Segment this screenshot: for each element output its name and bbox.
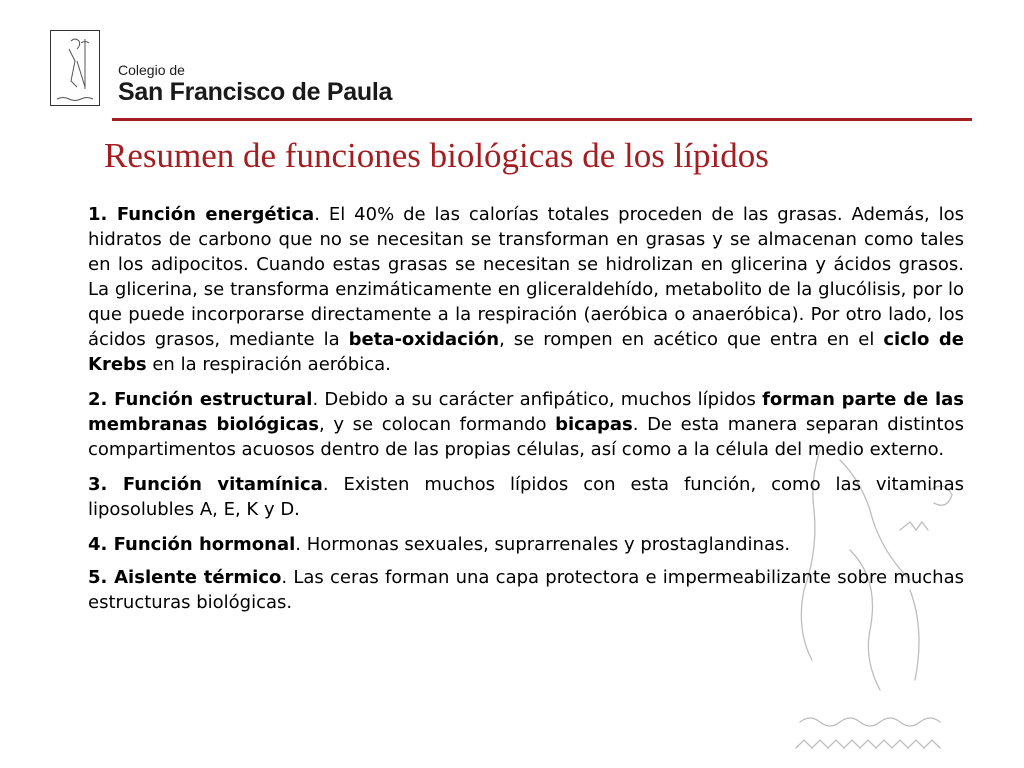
heading-structural: 2. Función estructural bbox=[88, 389, 313, 410]
paragraph-thermal bbox=[88, 565, 964, 615]
heading-hormonal: 4. Función hormonal bbox=[88, 534, 296, 555]
text-thermal: . Las ceras forman una capa protectora e impermeabilizante sobre muchas estructuras biológicas. bbox=[88, 567, 964, 613]
header-rule bbox=[112, 118, 972, 121]
text-energetic-3: en la respiración aeróbica. bbox=[146, 354, 391, 375]
term-bilayers: bicapas bbox=[555, 414, 633, 435]
heading-energetic: 1. Función energética bbox=[88, 204, 315, 225]
school-logo-emblem bbox=[50, 30, 100, 106]
paragraph-structural bbox=[88, 387, 964, 462]
paragraph-vitamin bbox=[88, 472, 964, 522]
text-structural-3: . De esta manera separan distintos compartimentos acuosos dentro de las propias células, así como a la célula del medio externo. bbox=[88, 414, 964, 460]
text-energetic-1: . El 40% de las calorías totales proceden de las grasas. Además, los hidratos de carbono que no se necesitan se transforman en grasas y se almacenan como tales en los adipocitos. Cuando estas grasas se necesitan se hidrolizan en glicerina y ácidos grasos. La glicerina, se transforma enzimáticamente en gliceraldehído, metabolito de la glucólisis, por lo que puede incorporarse directamente a la respiración (aeróbica o anaeróbica). Por otro lado, los ácidos grasos, mediante la bbox=[88, 204, 964, 350]
heading-thermal: 5. Aislente térmico bbox=[88, 567, 282, 588]
text-structural-2: , y se colocan formando bbox=[319, 414, 556, 435]
text-energetic-2: , se rompen en acético que entra en el bbox=[499, 329, 884, 350]
paragraph-energetic bbox=[88, 202, 964, 377]
school-logo-text bbox=[118, 62, 392, 106]
heading-vitamin: 3. Función vitamínica bbox=[88, 474, 323, 495]
text-vitamin: . Existen muchos lípidos con esta función, como las vitaminas liposolubles A, E, K y D. bbox=[88, 474, 965, 520]
text-hormonal: . Hormonas sexuales, suprarrenales y prostaglandinas. bbox=[295, 534, 791, 555]
paragraph-hormonal bbox=[88, 532, 964, 557]
slide-title: Resumen de funciones biológicas de los lípidos bbox=[104, 136, 769, 175]
term-krebs-cycle: ciclo de Krebs bbox=[88, 329, 964, 375]
term-biological-membranes: forman parte de las membranas biológicas bbox=[88, 389, 965, 435]
logo-line-big: San Francisco de Paula bbox=[118, 78, 393, 106]
term-beta-oxidation: beta-oxidación bbox=[348, 329, 500, 350]
text-structural-1: . Debido a su carácter anfipático, muchos lípidos bbox=[312, 389, 763, 410]
logo-line-small: Colegio de bbox=[118, 62, 185, 78]
saint-figure-icon bbox=[51, 31, 99, 105]
content-body bbox=[88, 202, 964, 625]
